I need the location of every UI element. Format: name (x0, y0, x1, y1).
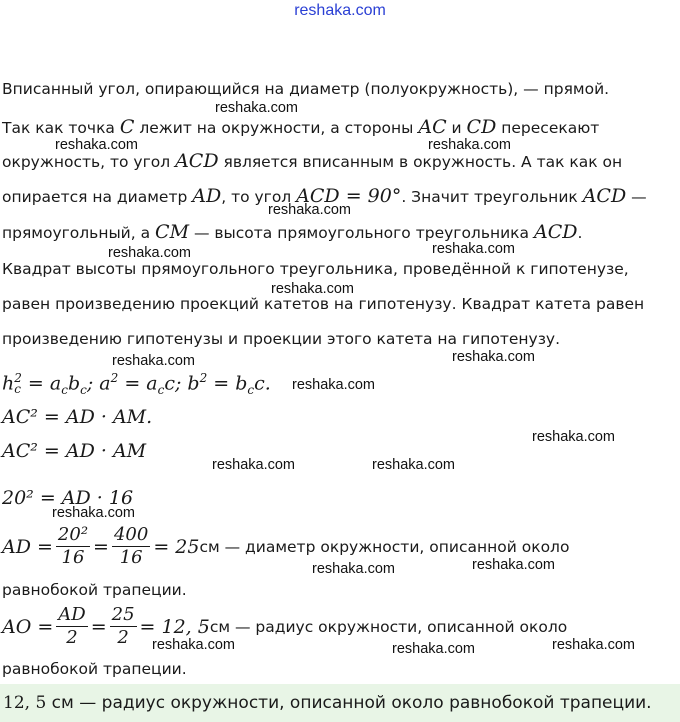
formula-ad-description: см — диаметр окружности, описанной около (199, 537, 570, 556)
watermark: reshaka.com (532, 429, 616, 445)
text-line-1: Вписанный угол, опирающийся на диаметр (полуокружность), — прямой. (2, 80, 610, 98)
formula-substitution: 20² = AD · 16 (2, 487, 134, 509)
math-part: = b (207, 372, 248, 395)
math-part: c. (254, 372, 271, 395)
text-line-6: Квадрат высоты прямоугольного треугольника, проведённой к гипотенузе, (2, 260, 629, 278)
text-line-8: произведению гипотенузы и проекции этого катета на гипотенузу. (2, 330, 561, 348)
math-cm: CM (155, 221, 190, 243)
watermark: reshaka.com (292, 377, 376, 393)
watermark: reshaka.com (52, 505, 136, 521)
fraction (56, 524, 90, 569)
watermark: reshaka.com (212, 457, 296, 473)
watermark: reshaka.com (428, 137, 512, 153)
watermark: reshaka.com (112, 353, 196, 369)
math-part: c; b (164, 372, 200, 395)
formula-ac-squared-1: AC² = AD · AM. (2, 406, 153, 428)
watermark: reshaka.com (392, 641, 476, 657)
math-lhs: AO = (2, 615, 54, 638)
fraction-numerator: AD (58, 604, 86, 625)
text-segment: прямоугольный, а (2, 224, 156, 242)
text-segment: лежит на окружности, а стороны (134, 119, 419, 137)
text-line-3 (2, 150, 622, 172)
math-acd-90: ACD = 90° (296, 185, 402, 207)
fraction-numerator: 25 (111, 604, 135, 625)
watermark: reshaka.com (271, 281, 355, 297)
answer-box (0, 684, 680, 722)
text-segment: окружность, то угол (2, 153, 176, 171)
watermark: reshaka.com (552, 637, 636, 653)
math-result: = 25 (153, 535, 200, 558)
fraction-denominator: 16 (61, 547, 85, 568)
math-eq: = (90, 615, 107, 638)
math-ac: AC (418, 116, 447, 138)
text-segment: . (577, 224, 583, 242)
fraction-denominator: 16 (119, 547, 143, 568)
math-sub: c (61, 383, 68, 398)
formula-ao-description-cont: равнобокой трапеции. (2, 660, 187, 678)
header-watermark[interactable]: reshaka.com (294, 2, 386, 19)
text-segment: . Значит треугольник (401, 188, 583, 206)
math-part: = a (118, 372, 158, 395)
fraction-numerator: 400 (113, 524, 149, 545)
formula-ac-squared-2: AC² = AD · AM (2, 440, 147, 462)
text-line-7: равен произведению проекций катетов на гипотенузу. Квадрат катета равен (2, 295, 645, 313)
text-segment: является вписанным в окружность. А так как он (218, 153, 623, 171)
answer-text: см — радиус окружности, описанной около равнобокой трапеции. (46, 693, 652, 713)
watermark: reshaka.com (108, 245, 192, 261)
math-sup: 2 (110, 371, 119, 385)
formula-ao (2, 604, 567, 649)
fraction-numerator: 20² (57, 524, 89, 545)
text-segment: , то угол (221, 188, 297, 206)
math-sub: c (80, 383, 87, 398)
watermark: reshaka.com (372, 457, 456, 473)
math-sup: 2 (199, 371, 208, 385)
fraction-denominator: 2 (66, 627, 78, 648)
math-sub: c (14, 382, 21, 397)
text-line-2 (2, 116, 599, 138)
math-lhs: AD = (2, 535, 53, 558)
math-part: b (67, 372, 81, 395)
fraction-denominator: 2 (117, 627, 129, 648)
math-c: C (119, 116, 135, 138)
fraction (112, 524, 150, 569)
watermark: reshaka.com (55, 137, 139, 153)
math-ad: AD (192, 185, 222, 207)
math-supsub (14, 373, 22, 395)
watermark: reshaka.com (312, 561, 396, 577)
watermark: reshaka.com (452, 349, 536, 365)
text-segment: пересекают (496, 119, 600, 137)
formula-height-squared (2, 371, 271, 397)
math-part: ; a (86, 372, 111, 395)
text-segment: — высота прямоугольного треугольника (189, 224, 534, 242)
fraction (110, 604, 137, 649)
text-segment: Так как точка (2, 119, 120, 137)
math-sub: c (157, 383, 165, 398)
math-result: = 12, 5 (139, 615, 210, 638)
math-cd: CD (466, 116, 497, 138)
math-acd: ACD (582, 185, 627, 207)
formula-ad-description-cont: равнобокой трапеции. (2, 581, 187, 599)
watermark: reshaka.com (215, 100, 299, 116)
text-segment: и (446, 119, 467, 137)
watermark: reshaka.com (472, 557, 556, 573)
watermark: reshaka.com (268, 202, 352, 218)
text-segment: опирается на диаметр (2, 188, 193, 206)
watermark: reshaka.com (152, 637, 236, 653)
math-sup: 2 (14, 371, 22, 386)
text-segment: — (626, 188, 647, 206)
answer-value: 12, 5 (3, 693, 47, 713)
math-eq: = (93, 535, 109, 558)
math-acd: ACD (533, 221, 578, 243)
math-part: h (2, 372, 15, 395)
math-part: = a (21, 372, 62, 395)
math-acd: ACD (175, 150, 219, 172)
math-sub: c (247, 383, 255, 398)
fraction (56, 604, 87, 649)
formula-ao-description: см — радиус окружности, описанной около (209, 617, 568, 636)
text-line-5 (2, 221, 582, 243)
watermark: reshaka.com (432, 241, 516, 257)
